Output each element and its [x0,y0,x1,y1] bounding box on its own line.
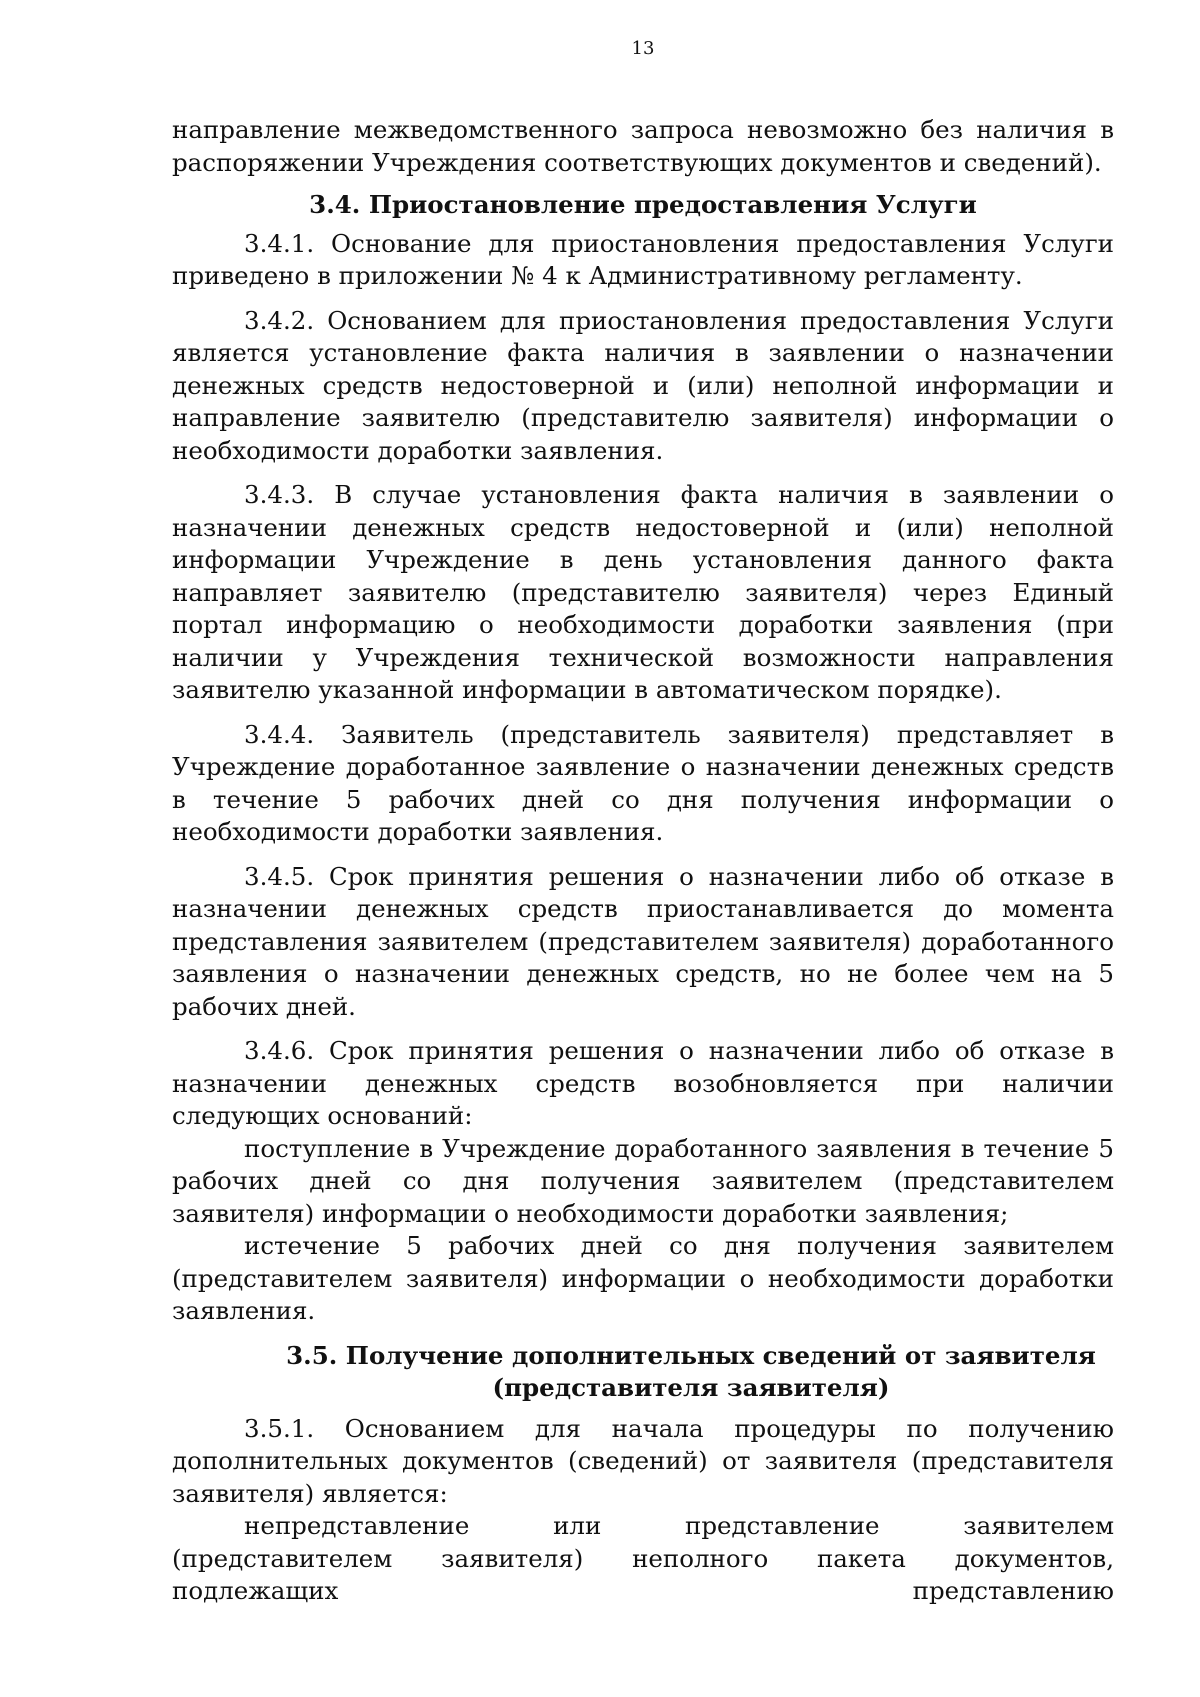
paragraph-continuation: направление межведомственного запроса невозможно без наличия в распоряжении Учреждения соответствующих документов и сведений). [172,115,1114,177]
paragraph-3-5-1: 3.5.1. Основанием для начала процедуры по получению дополнительных документов (сведений) от заявителя (представителя заявителя) является: [172,1413,1114,1508]
section-heading-3-5 [172,1340,1114,1405]
paragraph-3-4-3: 3.4.3. В случае установления факта наличия в заявлении о назначении денежных средств недостоверной и (или) неполной информации Учреждение в день установления данного факта направляет заявителю (представителю заявителя) через Единый портал информацию о необходимости доработки заявления (при наличии у Учреждения технической возможности направления заявителю указанной информации в автоматическом порядке). [172,480,1114,704]
paragraph-3-4-4: 3.4.4. Заявитель (представитель заявителя) представляет в Учреждение доработанное заявление о назначении денежных средств в течение 5 рабочих дней со дня получения информации о необходимости доработки заявления. [172,719,1114,846]
document-body [172,114,1114,1608]
section-heading-3-5-line-1: 3.5. Получение дополнительных сведений от заявителя [286,1340,1096,1370]
section-heading-3-4: 3.4. Приостановление предоставления Услуги [309,190,977,219]
paragraph-3-4-6-item-2: истечение 5 рабочих дней со дня получения заявителем (представителем заявителя) информации о необходимости доработки заявления. [172,1231,1114,1325]
paragraph-3-4-1: 3.4.1. Основание для приостановления предоставления Услуги приведено в приложении № 4 к Административному регламенту. [172,228,1114,290]
paragraph-3-4-6: 3.4.6. Срок принятия решения о назначении либо об отказе в назначении денежных средств возобновляется при наличии следующих оснований: [172,1036,1114,1130]
section-heading-3-5-line-2: (представителя заявителя) [492,1373,890,1402]
paragraph-3-4-2: 3.4.2. Основанием для приостановления предоставления Услуги является установление факта наличия в заявлении о назначении денежных средств недостоверной и (или) неполной информации и направление заявителю (представителю заявителя) информации о необходимости доработки заявления. [172,305,1114,465]
paragraph-3-5-1-item-1: непредставление или представление заявителем (представителем заявителя) неполного пакета документов, подлежащих представлению [172,1511,1114,1605]
paragraph-3-4-6-item-1: поступление в Учреждение доработанного заявления в течение 5 рабочих дней со дня получения заявителем (представителем заявителя) информации о необходимости доработки заявления; [172,1133,1114,1228]
page-number: 13 [631,38,655,59]
paragraph-3-4-5: 3.4.5. Срок принятия решения о назначении либо об отказе в назначении денежных средств приостанавливается до момента представления заявителем (представителем заявителя) доработанного заявления о назначении денежных средств, но не более чем на 5 рабочих дней. [172,861,1114,1021]
